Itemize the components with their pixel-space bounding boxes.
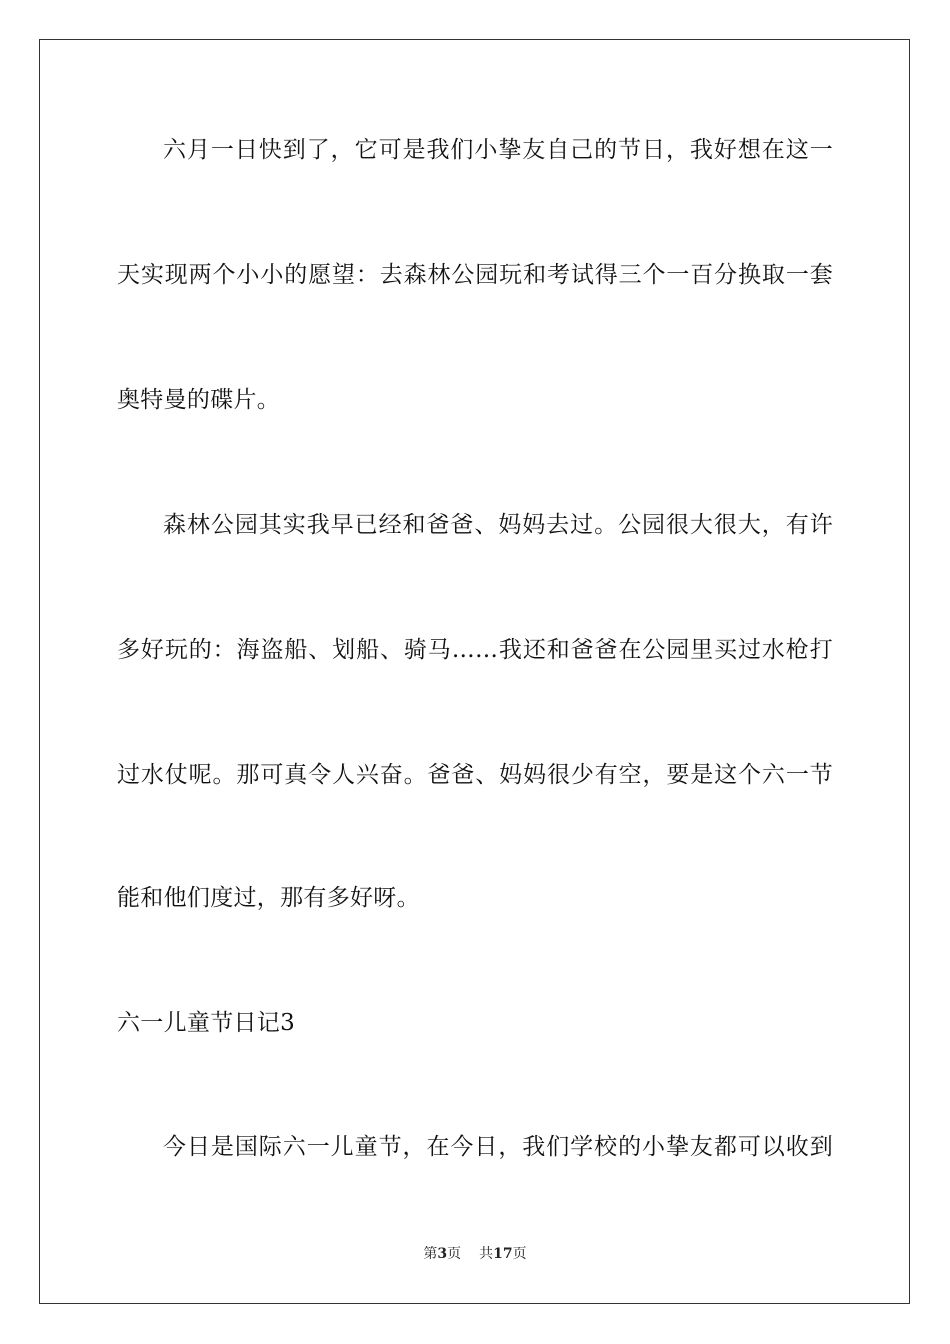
- paragraph-2-line-4: 能和他们度过，那有多好呀。: [117, 885, 420, 911]
- page-label-suffix: 页: [447, 1246, 462, 1262]
- total-label-suffix: 页: [512, 1246, 527, 1262]
- total-label-prefix: 共: [479, 1246, 494, 1262]
- page-label-prefix: 第: [423, 1246, 438, 1262]
- page-footer: [0, 1245, 950, 1263]
- paragraph-1-line-3: 奥特曼的碟片。: [117, 387, 281, 413]
- paragraph-3-line-1: 今日是国际六一儿童节，在今日，我们学校的小挚友都可以收到: [163, 1134, 833, 1160]
- paragraph-1-line-1: 六月一日快到了，它可是我们小挚友自己的节日，我好想在这一: [163, 137, 833, 163]
- paragraph-1-line-2: 天实现两个小小的愿望：去森林公园玩和考试得三个一百分换取一套: [117, 262, 833, 288]
- page-number: 3: [437, 1246, 448, 1262]
- paragraph-2-line-3: 过水仗呢。那可真令人兴奋。爸爸、妈妈很少有空，要是这个六一节: [117, 762, 833, 788]
- page-border: [39, 39, 910, 1304]
- paragraph-2-line-1: 森林公园其实我早已经和爸爸、妈妈去过。公园很大很大，有许: [163, 512, 833, 538]
- paragraph-2-line-2: 多好玩的：海盗船、划船、骑马……我还和爸爸在公园里买过水枪打: [117, 637, 833, 663]
- total-pages: 17: [493, 1246, 513, 1262]
- section-heading: 六一儿童节日记3: [117, 1010, 296, 1036]
